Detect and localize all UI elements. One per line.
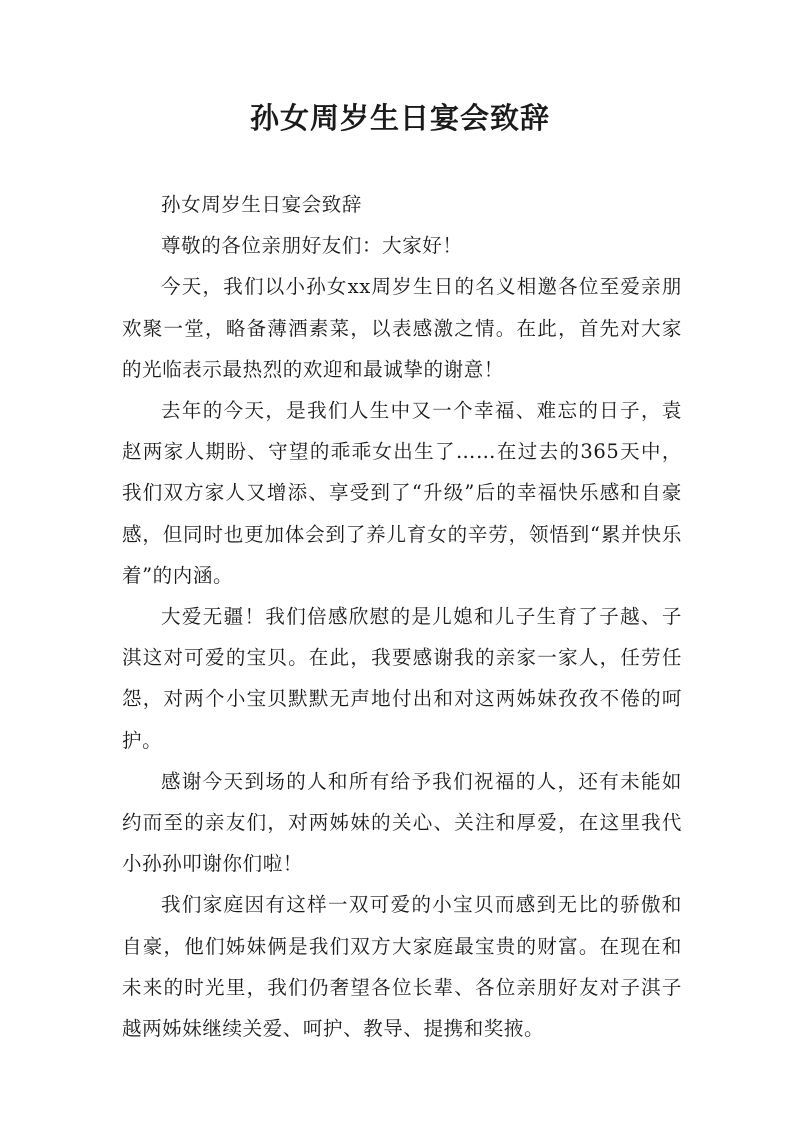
body-paragraph: 去年的今天，是我们人生中又一个幸福、难忘的日子，袁赵两家人期盼、守望的乖乖女出生了……在过去的365天中，我们双方家人又增添、享受到了“升级”后的幸福快乐感和自豪感，但同时也更加体会到了养儿育女的辛劳，领悟到“累并快乐着”的内涵。: [122, 399, 682, 587]
document-body: [122, 184, 682, 1049]
body-paragraph: 我们家庭因有这样一双可爱的小宝贝而感到无比的骄傲和自豪，他们姊妹俩是我们双方大家庭最宝贵的财富。在现在和未来的时光里，我们仍奢望各位长辈、各位亲朋好友对子淇子越两姊妹继续关爱、呵护、教导、提携和奖掖。: [122, 893, 682, 1041]
body-paragraph: 感谢今天到场的人和所有给予我们祝福的人，还有未能如约而至的亲友们，对两姊妹的关心、关注和厚爱，在这里我代小孙孙叩谢你们啦！: [122, 769, 682, 876]
document-title: 孙女周岁生日宴会致辞: [249, 101, 550, 135]
body-paragraph: 孙女周岁生日宴会致辞: [161, 193, 363, 216]
body-paragraph: 今天，我们以小孙女xx周岁生日的名义相邀各位至爱亲朋欢聚一堂，略备薄酒素菜，以表感激之情。在此，首先对大家的光临表示最热烈的欢迎和最诚挚的谢意！: [122, 275, 682, 381]
body-paragraph: 尊敬的各位亲朋好友们：大家好！: [161, 234, 463, 258]
body-paragraph: 大爱无疆！我们倍感欣慰的是儿媳和儿子生育了子越、子淇这对可爱的宝贝。在此，我要感谢我的亲家一家人，任劳任怨，对两个小宝贝默默无声地付出和对这两姊妹孜孜不倦的呵护。: [122, 605, 682, 752]
